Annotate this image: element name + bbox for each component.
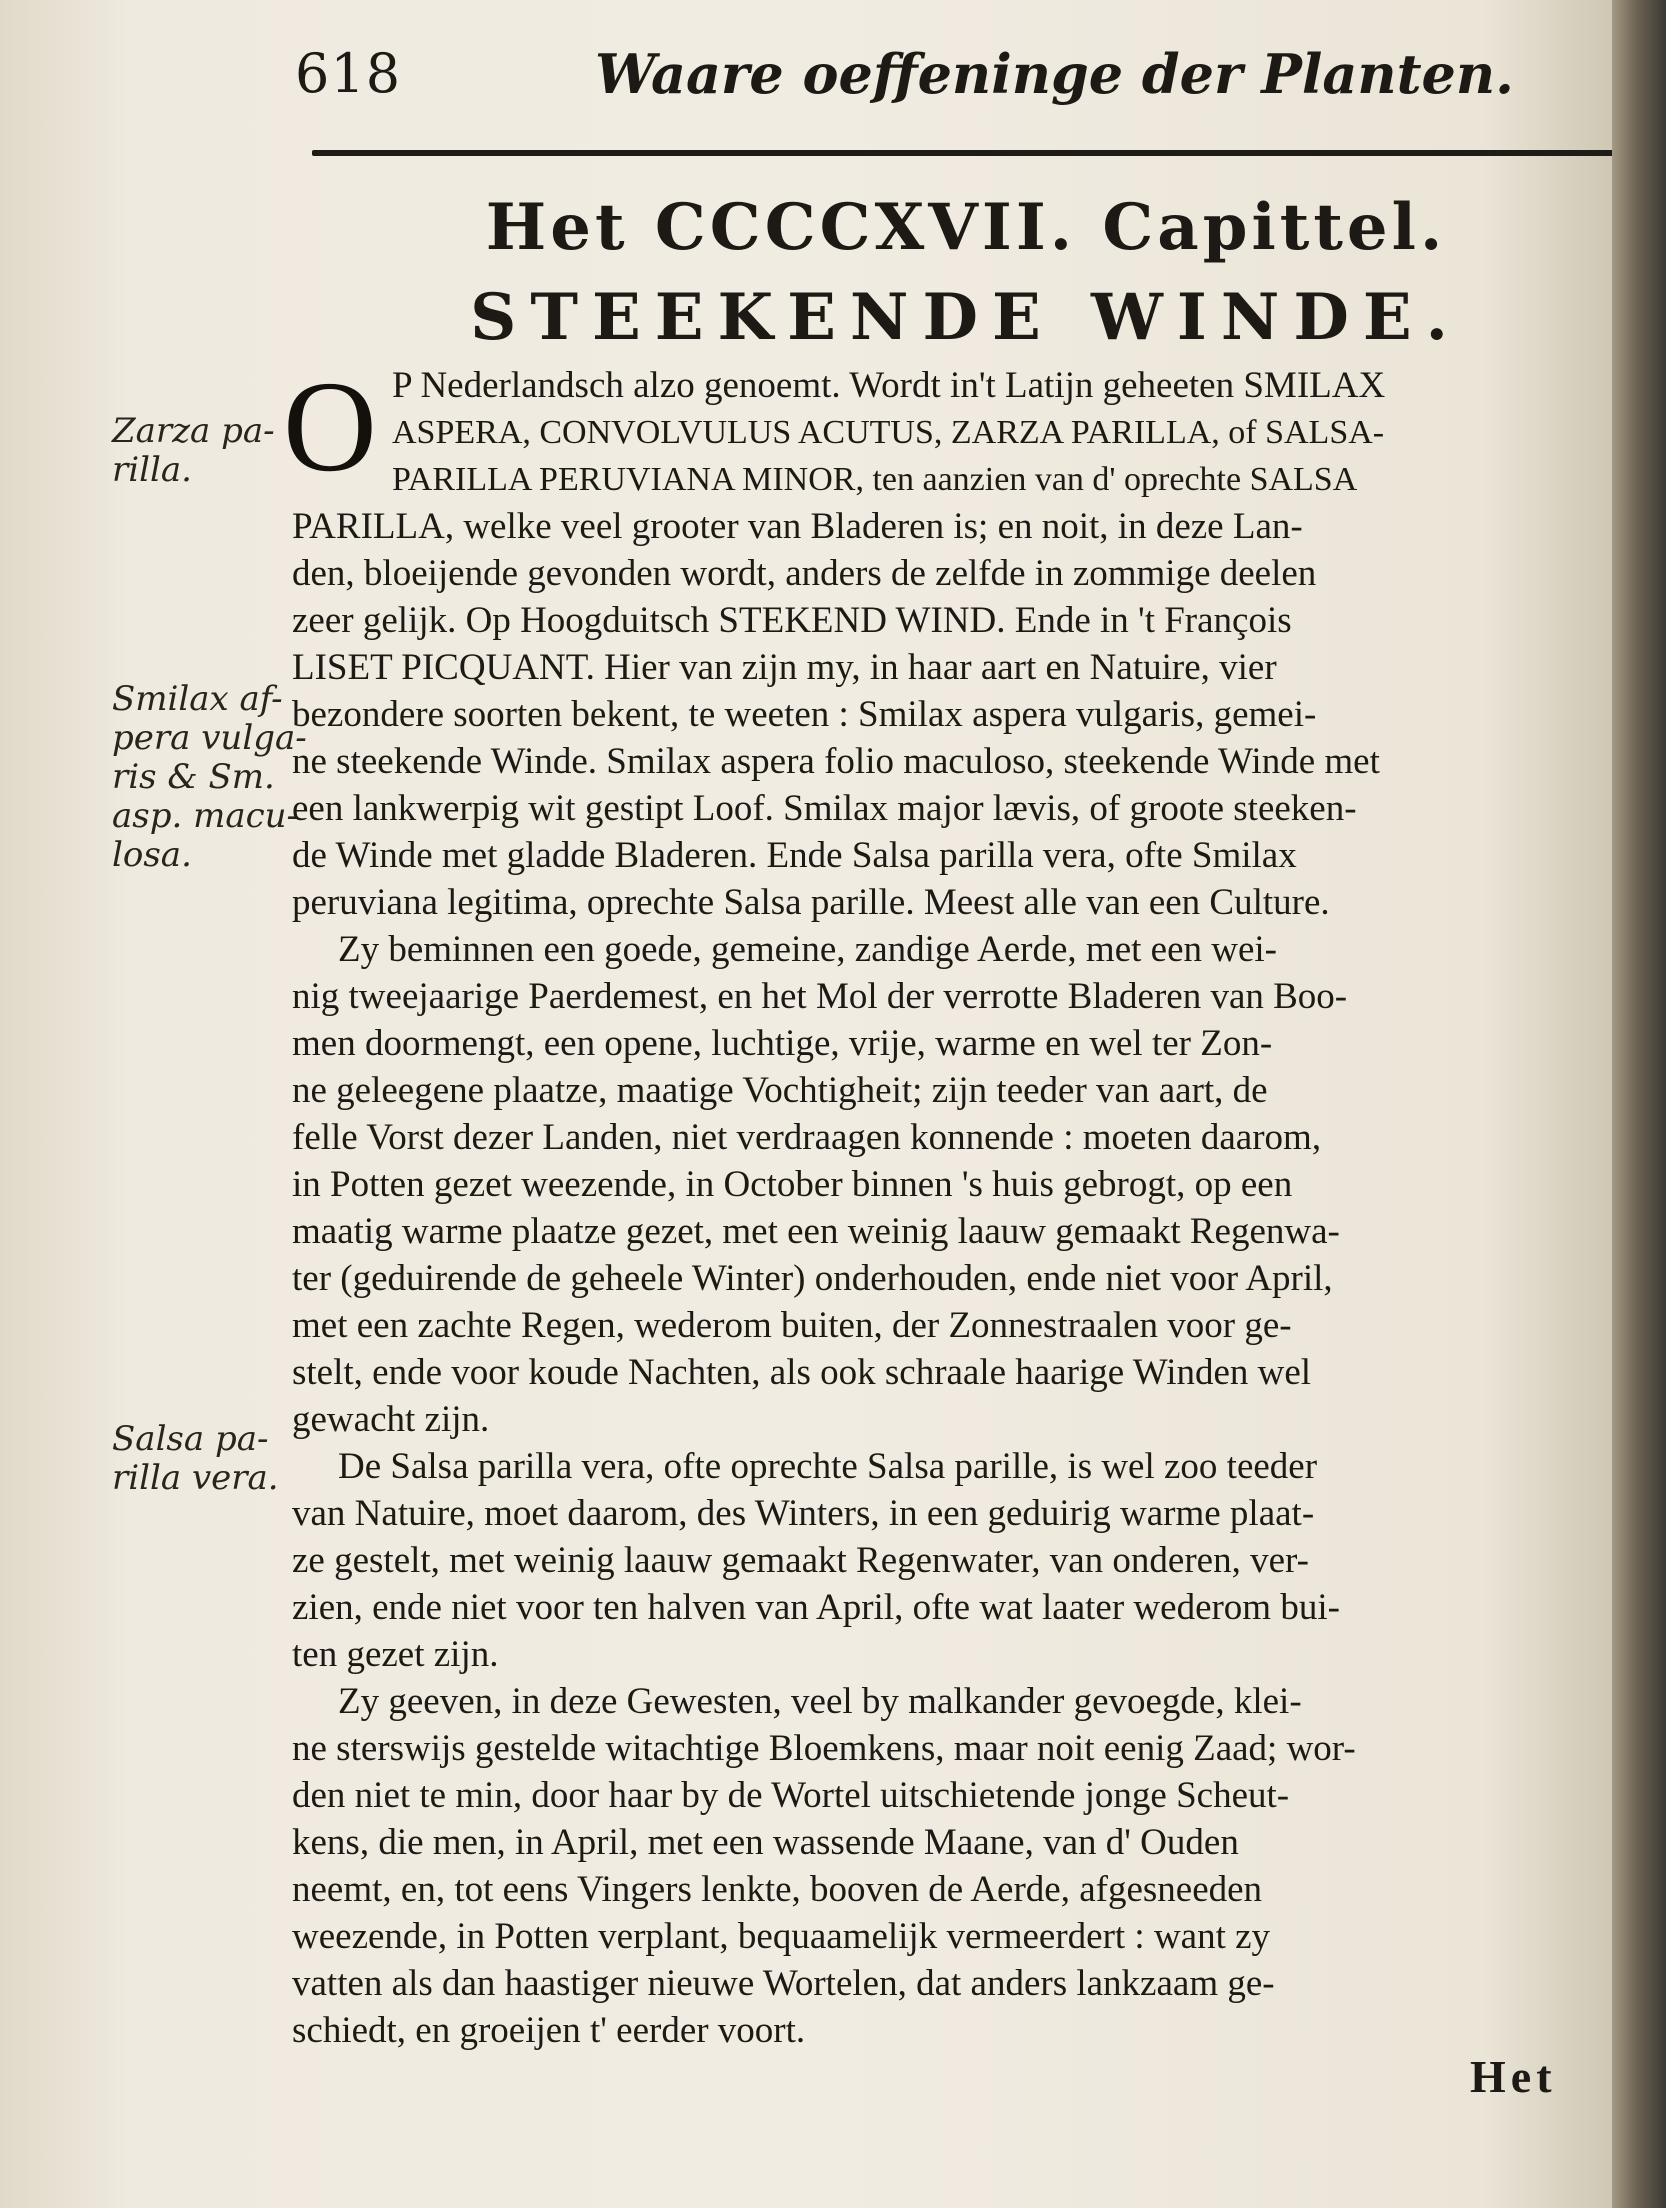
text-line: zien, ende niet voor ten halven van April, ofte wat laater wederom bui- (292, 1587, 1340, 1628)
side-note-line: rilla. (112, 450, 192, 490)
text-line: ne steekende Winde. Smilax aspera folio maculoso, steekende Winde met (292, 741, 1380, 782)
text-line: Zy beminnen een goede, gemeine, zandige Aerde, met een wei- (338, 929, 1277, 970)
side-note-line: Salsa pa- (112, 1419, 269, 1459)
text-line: maatig warme plaatze gezet, met een weinig laauw gemaakt Regenwa- (292, 1211, 1340, 1252)
text-line: in Potten gezet weezende, in October binnen 's huis gebrogt, op een (292, 1164, 1293, 1205)
side-note-line: losa. (112, 835, 192, 875)
text-line: ASPERA, CONVOLVULUS ACUTUS, ZARZA PARILLA, of SALSA- (392, 414, 1385, 451)
text-line: peruviana legitima, oprechte Salsa parille. Meest alle van een Culture. (292, 882, 1330, 923)
text-line: vatten als dan haastiger nieuwe Wortelen, dat anders lankzaam ge- (292, 1963, 1275, 2004)
side-note-line: pera vulga- (112, 718, 307, 758)
book-gutter (1612, 0, 1666, 2208)
side-note-line: rilla vera. (112, 1458, 279, 1498)
text-line: men doormengt, een opene, luchtige, vrije, warme en wel ter Zon- (292, 1023, 1273, 1064)
text-line: ter (geduirende de geheele Winter) onderhouden, ende niet voor April, (292, 1258, 1333, 1299)
page-header (0, 34, 1612, 114)
text-line: schiedt, en groeijen t' eerder voort. (292, 2010, 806, 2051)
header-rule (312, 150, 1620, 156)
running-title: Waare oeffeninge der Planten. (595, 42, 1514, 106)
body-text (292, 362, 1612, 2054)
text-line: kens, die men, in April, met een wassende Maane, van d' Ouden (292, 1822, 1239, 1863)
drop-cap: O (283, 355, 377, 499)
text-line: een lankwerpig wit gestipt Loof. Smilax major lævis, of groote steeken- (292, 788, 1357, 829)
side-note-line: Smilax af- (112, 679, 283, 719)
text-line: De Salsa parilla vera, ofte oprechte Salsa parille, is wel zoo teeder (338, 1446, 1318, 1487)
side-note-line: asp. macu- (112, 796, 299, 836)
text-line: felle Vorst dezer Landen, niet verdraagen konnende : moeten daarom, (292, 1117, 1322, 1158)
text-line: P Nederlandsch alzo genoemt. Wordt in't Latijn geheeten SMILAX (392, 365, 1386, 406)
side-note-line: ris & Sm. (112, 757, 275, 797)
text-line: nig tweejaarige Paerdemest, en het Mol der verrotte Bladeren van Boo- (292, 976, 1348, 1017)
chapter-title: STEEKENDE WINDE. (470, 280, 1462, 355)
side-note-line: Zarza pa- (112, 411, 275, 451)
text-line: LISET PICQUANT. Hier van zijn my, in haar aart en Natuire, vier (292, 647, 1277, 688)
text-line: zeer gelijk. Op Hoogduitsch STEKEND WIND. Ende in 't François (292, 600, 1292, 641)
text-line: stelt, ende voor koude Nachten, als ook schraale haarige Winden wel (292, 1352, 1312, 1393)
text-line: van Natuire, moet daarom, des Winters, in een geduirig warme plaat- (292, 1493, 1315, 1534)
text-line: bezondere soorten bekent, te weeten : Smilax aspera vulgaris, gemei- (292, 694, 1317, 735)
text-line: weezende, in Potten verplant, bequaamelijk vermeerdert : want zy (292, 1916, 1271, 1957)
text-line: ne geleegene plaatze, maatige Vochtigheit; zijn teeder van aart, de (292, 1070, 1268, 1111)
text-line: met een zachte Regen, wederom buiten, der Zonnestraalen voor ge- (292, 1305, 1292, 1346)
text-line: den, bloeijende gevonden wordt, anders de zelfde in zommige deelen (292, 553, 1317, 594)
text-line: PARILLA PERUVIANA MINOR, ten aanzien van d' oprechte SALSA (392, 461, 1358, 498)
text-line: ne sterswijs gestelde witachtige Bloemkens, maar noit eenig Zaad; wor- (292, 1728, 1356, 1769)
catchword: Het (1470, 2051, 1557, 2102)
side-note-smilax (112, 679, 307, 875)
text-line: ze gestelt, met weinig laauw gemaakt Regenwater, van onderen, ver- (292, 1540, 1309, 1581)
side-note-salsa (112, 1420, 292, 1498)
text-line: de Winde met gladde Bladeren. Ende Salsa parilla vera, ofte Smilax (292, 835, 1297, 876)
text-line: den niet te min, door haar by de Wortel uitschietende jonge Scheut- (292, 1775, 1290, 1816)
text-line: neemt, en, tot eens Vingers lenkte, booven de Aerde, afgesneeden (292, 1869, 1263, 1910)
text-line: gewacht zijn. (292, 1399, 490, 1440)
chapter-heading: Het CCCCXVII. Capittel. (485, 190, 1447, 265)
side-note-zarza (112, 412, 292, 490)
text-line: ten gezet zijn. (292, 1634, 499, 1675)
text-line: Zy geeven, in deze Gewesten, veel by malkander gevoegde, klei- (338, 1681, 1302, 1722)
page-number: 618 (295, 42, 402, 105)
text-line: PARILLA, welke veel grooter van Bladeren is; en noit, in deze Lan- (292, 506, 1303, 547)
